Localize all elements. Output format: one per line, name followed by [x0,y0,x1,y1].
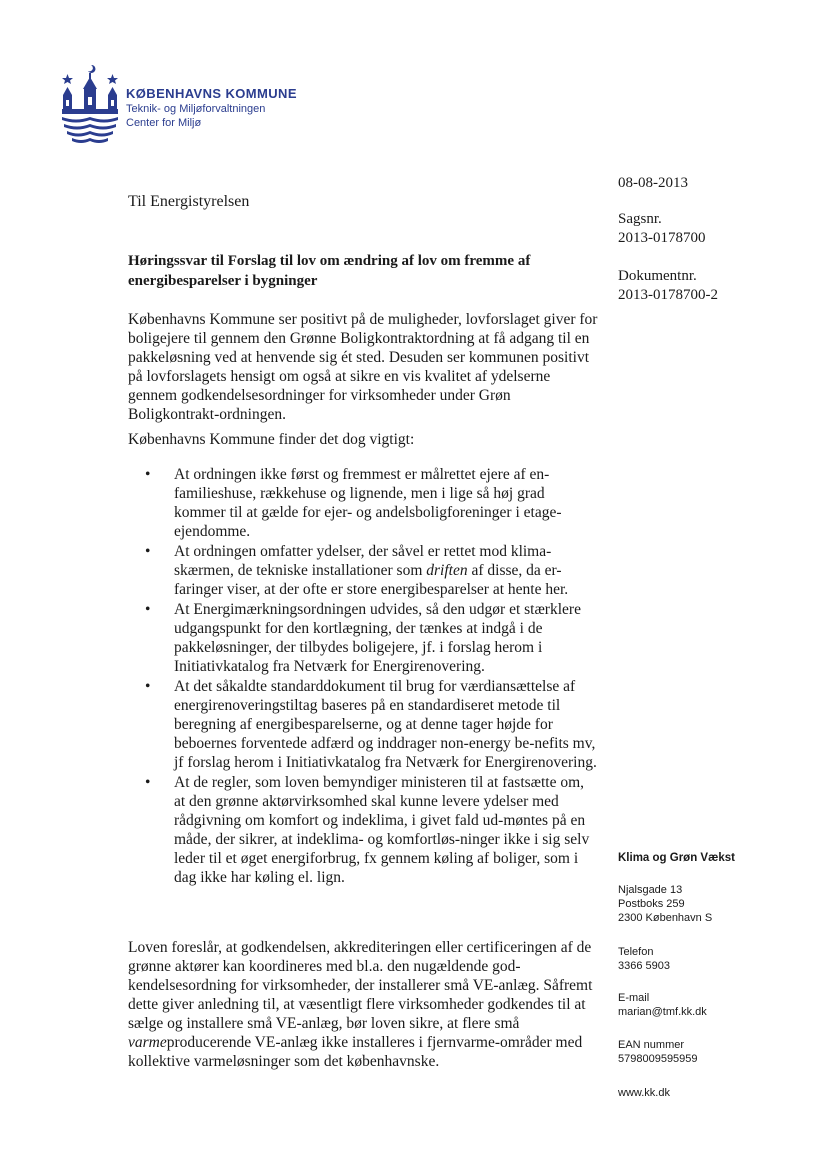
email-address[interactable]: marian@tmf.kk.dk [618,1006,707,1018]
bullet-text: At Energimærkningsordningen udvides, så den udgør et stærklere udgangspunkt for den kortlægning, der tænkes at indgå i de pakkeløsninger, der tilbydes boligejere, jf. i forslag herom i Initiativkatalog fra Netværk for Energirenovering. [174,601,581,675]
bullet-text: At ordningen omfatter ydelser, der såvel er rettet mod klima-skærmen, de tekniske installationer som [174,543,552,579]
case-number-block [618,210,706,248]
bullet-text: At det såkaldte standarddokument til brug for værdiansættelse af energirenoveringstiltag baseres på en standardiseret metode til beregning af energibesparelserne, og at denne tager højde for beboernes forventede adfærd og inddrager non-energy be-nefits mv, jf forslag herom i Initiativkatalog fra Netværk for Energirenovering. [174,678,597,771]
copenhagen-coat-of-arms-logo [60,62,120,148]
bullet-text: At de regler, som loven bemyndiger ministeren til at fastsætte om, at den grønne aktørvirksomhed skal kunne levere ydelser med rådgivning om komfort og indeklima, i givet fald ud-møntes på en måde, der sikrer, at indeklima- og komfortløs-ninger ikke i sig selv leder til et øget energiforbrug, fx gennem køling af boliger, som i dag ikke har køling el. lign. [174,774,590,886]
ean-number: 5798009595959 [618,1053,698,1065]
ean-block [618,1038,698,1066]
paragraph-closing [128,938,598,1071]
city: 2300 København S [618,912,713,924]
bullet-icon: • [145,543,151,560]
bullet-icon: • [145,466,151,483]
bullet-list [128,465,598,887]
phone-block [618,945,670,973]
letter-date: 08-08-2013 [618,175,688,191]
closing-text: Loven foreslår, at godkendelsen, akkrediteringen eller certificeringen af de grønne aktører kan koordineres med bl.a. den nugældende god-kendelsesordning for virksomheder, der installerer små VE-anlæg. Såfremt dette giver anledning til, at væsentligt flere virksomheder godkendes til at sælge og installere små VE-anlæg, bør loven sikre, at flere små [128,939,593,1032]
case-number-label: Sagsnr. [618,211,662,227]
postbox: Postboks 259 [618,898,685,910]
bullet-item [128,542,598,599]
paragraph-important: Københavns Kommune finder det dog vigtigt: [128,431,415,448]
organization-header [126,86,297,129]
bullet-icon: • [145,774,151,791]
bullet-emphasis: driften [426,562,468,579]
street-address: Njalsgade 13 [618,884,683,896]
bullet-text: af disse, da er-faringer viser, at der ofte er store energibesparelser at hente her. [174,562,569,598]
closing-text: producerende VE-anlæg ikke installeres i fjernvarme-områder med kollektive varmeløsninger som det københavnske. [128,1034,583,1070]
bullet-item [128,773,598,887]
closing-emphasis: varme [128,1034,167,1051]
letter-subject: Høringssvar til Forslag til lov om ændring af lov om fremme af energibesparelser i bygninger [128,253,531,289]
document-number-block [618,267,718,305]
document-number: 2013-0178700-2 [618,287,718,303]
paragraph-intro: Københavns Kommune ser positivt på de muligheder, lovforslaget giver for boligejere til gennem den Grønne Boligkontraktordning at få adgang til en pakkeløsning ved at henvende sig ét sted. Desuden ser kommunen positivt på lovforslagets hensigt om også at sikre en vis kvalitet af ydelserne gennem godkendelsesordninger for virksomheder under Grøn Boligkontrakt-ordningen. [128,311,598,423]
bullet-icon: • [145,601,151,618]
unit-name: Klima og Grøn Vækst [618,852,735,864]
website-link[interactable]: www.kk.dk [618,1087,670,1099]
email-label: E-mail [618,992,650,1004]
ean-label: EAN nummer [618,1039,685,1051]
phone-label: Telefon [618,946,654,958]
document-number-label: Dokumentnr. [618,268,697,284]
email-block [618,991,707,1019]
bullet-item [128,677,598,772]
bullet-text: At ordningen ikke først og fremmest er målrettet ejere af en-familieshuse, rækkehuse og lignende, men i lige så høj grad kommer til at gælde for ejer- og andelsboligforeninger i etage-ejendomme. [174,466,562,540]
address-block [618,883,712,925]
recipient: Til Energistyrelsen [128,193,250,210]
case-number: 2013-0178700 [618,230,706,246]
department-name: Teknik- og Miljøforvaltningen [126,103,266,115]
bullet-item [128,600,598,676]
bullet-item [128,465,598,541]
phone-number: 3366 5903 [618,960,670,972]
bullet-icon: • [145,678,151,695]
organization-name: KØBENHAVNS KOMMUNE [126,86,297,101]
center-name: Center for Miljø [126,117,202,129]
